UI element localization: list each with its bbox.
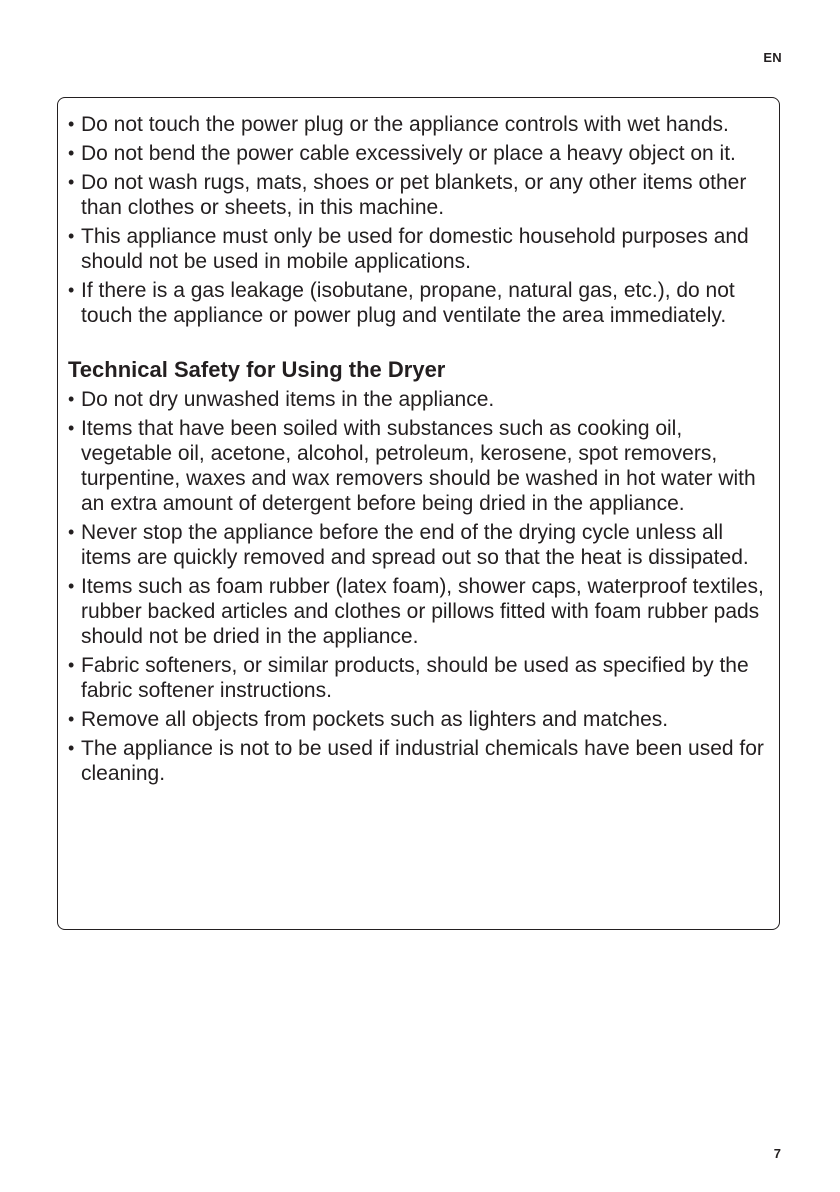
bullet-text: If there is a gas leakage (isobutane, propane, natural gas, etc.), do not touch the appliance or power plug and ventilate the area immediately. (81, 279, 735, 327)
section-title: Technical Safety for Using the Dryer (68, 357, 446, 382)
bullet-icon: • (68, 172, 75, 192)
bullet-icon: • (68, 226, 75, 246)
bullet-text: Remove all objects from pockets such as lighters and matches. (81, 708, 669, 731)
list-item (68, 141, 773, 166)
bullet-icon: • (68, 738, 75, 758)
bullet-icon: • (68, 143, 75, 163)
language-tag: EN (763, 50, 782, 65)
bullet-text: Do not bend the power cable excessively or place a heavy object on it. (81, 142, 736, 165)
list-item (68, 170, 773, 220)
bullet-icon: • (68, 576, 75, 596)
bullet-icon: • (68, 522, 75, 542)
page-number: 7 (773, 1146, 781, 1161)
list-item (68, 224, 773, 274)
list-item (68, 707, 773, 732)
list-item (68, 520, 773, 570)
bullet-text: Items such as foam rubber (latex foam), shower caps, waterproof textiles, rubber backed articles and clothes or pillows fitted with foam rubber pads should not be dried in the appliance. (81, 575, 764, 648)
list-item (68, 653, 773, 703)
bullet-text: This appliance must only be used for domestic household purposes and should not be used in mobile applications. (81, 225, 749, 273)
bullet-icon: • (68, 280, 75, 300)
list-item (68, 736, 773, 786)
list-item (68, 416, 773, 516)
list-item (68, 574, 773, 649)
bullet-text: Items that have been soiled with substances such as cooking oil, vegetable oil, acetone, alcohol, petroleum, kerosene, spot removers, turpentine, waxes and wax removers should be washed in hot water with an extra amount of detergent before being dried in the appliance. (81, 417, 756, 515)
bullet-icon: • (68, 655, 75, 675)
bullet-text: Do not wash rugs, mats, shoes or pet blankets, or any other items other than clothes or sheets, in this machine. (81, 171, 747, 219)
list-item (68, 278, 773, 328)
bullet-icon: • (68, 418, 75, 438)
list-item (68, 112, 773, 137)
bullet-text: Do not dry unwashed items in the appliance. (81, 388, 495, 411)
bullet-icon: • (68, 709, 75, 729)
bullet-text: Fabric softeners, or similar products, should be used as specified by the fabric softener instructions. (81, 654, 749, 702)
list-item (68, 387, 773, 412)
safety-content (68, 112, 773, 790)
bullet-text: Never stop the appliance before the end of the drying cycle unless all items are quickly removed and spread out so that the heat is dissipated. (81, 521, 749, 569)
intro-bullet-list (68, 112, 773, 328)
bullet-text: The appliance is not to be used if industrial chemicals have been used for cleaning. (81, 737, 764, 785)
section-bullet-list (68, 387, 773, 786)
bullet-icon: • (68, 114, 75, 134)
bullet-text: Do not touch the power plug or the appliance controls with wet hands. (81, 113, 729, 136)
bullet-icon: • (68, 389, 75, 409)
